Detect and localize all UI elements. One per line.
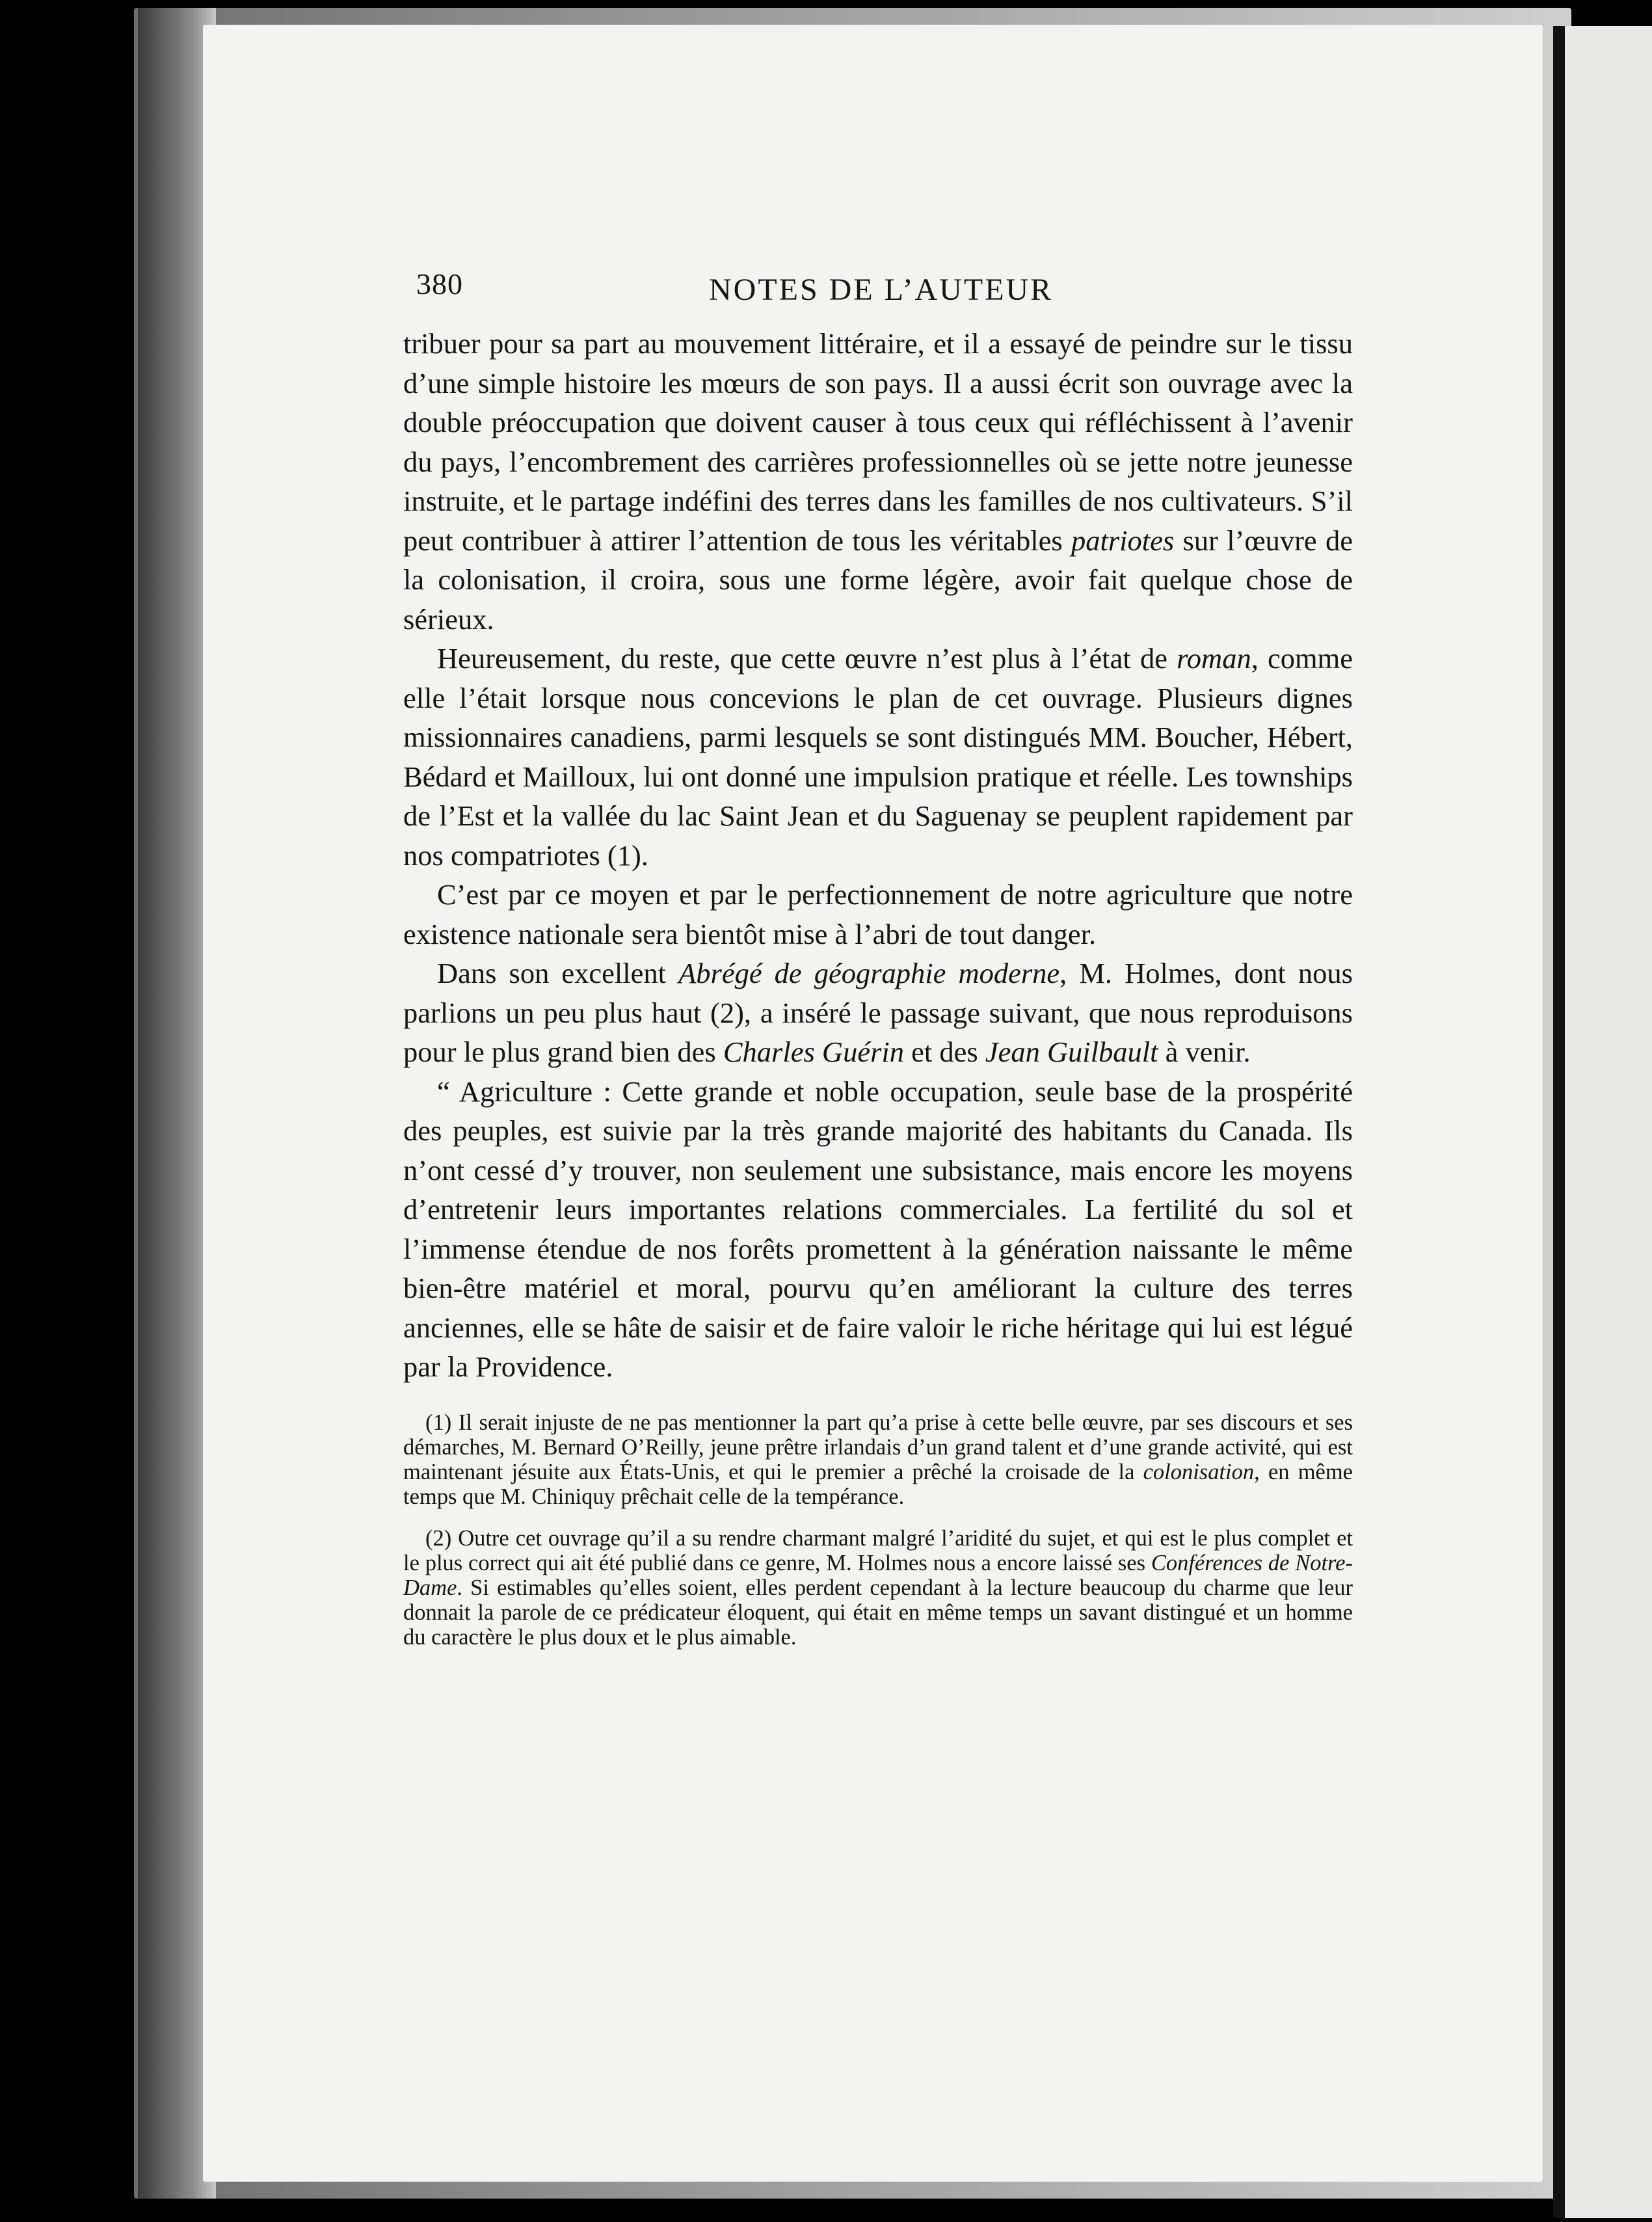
paragraph-4 <box>403 954 1353 1072</box>
italic-text-run: Jean Guilbault <box>985 1036 1158 1068</box>
text-run: . Si estimables qu’elles soient, elles perdent cependant à la lecture beaucoup du charme que leur donnait la parole de ce prédicateur éloquent, qui était en même temps un savant distingué et un homme du caractère le plus doux et le plus aimable. <box>403 1575 1353 1650</box>
footnote-2 <box>403 1526 1353 1650</box>
paragraph-3 <box>403 875 1353 954</box>
text-run: , comme elle l’était lorsque nous concevions le plan de cet ouvrage. Plusieurs dignes missionnaires canadiens, parmi lesquels se sont distingués MM. Boucher, Hébert, Bédard et Mailloux, lui ont donné une impulsion pratique et réelle. Les townships de l’Est et la vallée du lac Saint Jean et du Saguenay se peuplent rapidement par nos compatriotes (1). <box>403 642 1353 872</box>
text-run: et des <box>904 1036 985 1068</box>
paragraph-5 <box>403 1072 1353 1387</box>
italic-text-run: Abrégé de géographie moderne <box>678 957 1060 989</box>
text-run: Heureusement, du reste, que cette œuvre n’est plus à l’état de <box>437 642 1177 675</box>
page-number: 380 <box>416 267 463 301</box>
text-run: sur l’œuvre de la colonisation, il croira, sous une forme légère, avoir fait quelque chose de sérieux. <box>403 524 1353 636</box>
italic-text-run: patriotes <box>1071 524 1175 557</box>
text-run: , M. Holmes, dont nous parlions un peu plus haut (2), a inséré le passage suivant, que nous reproduisons pour le plus grand bien des <box>403 957 1353 1068</box>
paragraph-2 <box>403 639 1353 875</box>
italic-text-run: colonisation <box>1143 1459 1255 1484</box>
facing-page-edge <box>1553 26 1652 2218</box>
text-run: à venir. <box>1158 1036 1251 1068</box>
text-run: (2) Outre cet ouvrage qu’il a su rendre charmant malgré l’aridité du sujet, et qui est le plus complet et le plus correct qui ait été publié dans ce genre, M. Holmes nous a encore laissé ses <box>403 1525 1353 1575</box>
text-run: , en même temps que M. Chiniquy prêchait celle de la tempérance. <box>403 1459 1353 1509</box>
footnote-1 <box>403 1410 1353 1509</box>
text-run: (1) Il serait injuste de ne pas mentionner la part qu’a prise à cette belle œuvre, par ses discours et ses démarches, M. Bernard O’Reilly, jeune prêtre irlandais d’un grand talent et d’une grande activité, qui est maintenant jésuite aux États-Unis, et qui le premier a prêché la croisade de la <box>403 1410 1353 1484</box>
italic-text-run: Conférences de Notre-Dame <box>403 1550 1353 1600</box>
italic-text-run: roman <box>1177 642 1251 675</box>
paragraph-1 <box>403 324 1353 639</box>
page-text-block <box>403 260 1353 1666</box>
body-text <box>403 324 1353 1387</box>
text-run: tribuer pour sa part au mouvement littéraire, et il a essayé de peindre sur le tissu d’une simple histoire les mœurs de son pays. Il a aussi écrit son ouvrage avec la double préoccupation que doivent causer à tous ceux qui réfléchissent à l’avenir du pays, l’encombrement des carrières professionnelles où se jette notre jeunesse instruite, et le partage indéfini des terres dans les familles de nos cultivateurs. S’il peut contribuer à attirer l’attention de tous les véritables <box>403 327 1353 557</box>
italic-text-run: Charles Guérin <box>723 1036 904 1068</box>
running-head <box>403 260 1353 312</box>
running-title: NOTES DE L’AUTEUR <box>709 273 1054 307</box>
text-run: C’est par ce moyen et par le perfectionnement de notre agriculture que notre existence nationale sera bientôt mise à l’abri de tout danger. <box>403 878 1353 950</box>
text-run: Dans son excellent <box>437 957 679 989</box>
text-run: “ Agriculture : Cette grande et noble occupation, seule base de la prospérité des peuples, est suivie par la très grande majorité des habitants du Canada. Ils n’ont cessé d’y trouver, non seulement une subsistance, mais encore les moyens d’entretenir leurs importantes relations commerciales. La fertilité du sol et l’immense étendue de nos forêts promettent à la génération naissante le même bien-être matériel et moral, pourvu qu’en améliorant la culture des terres anciennes, elle se hâte de saisir et de faire valoir le riche héritage qui lui est légué par la Providence. <box>403 1075 1353 1383</box>
footnotes <box>403 1410 1353 1650</box>
